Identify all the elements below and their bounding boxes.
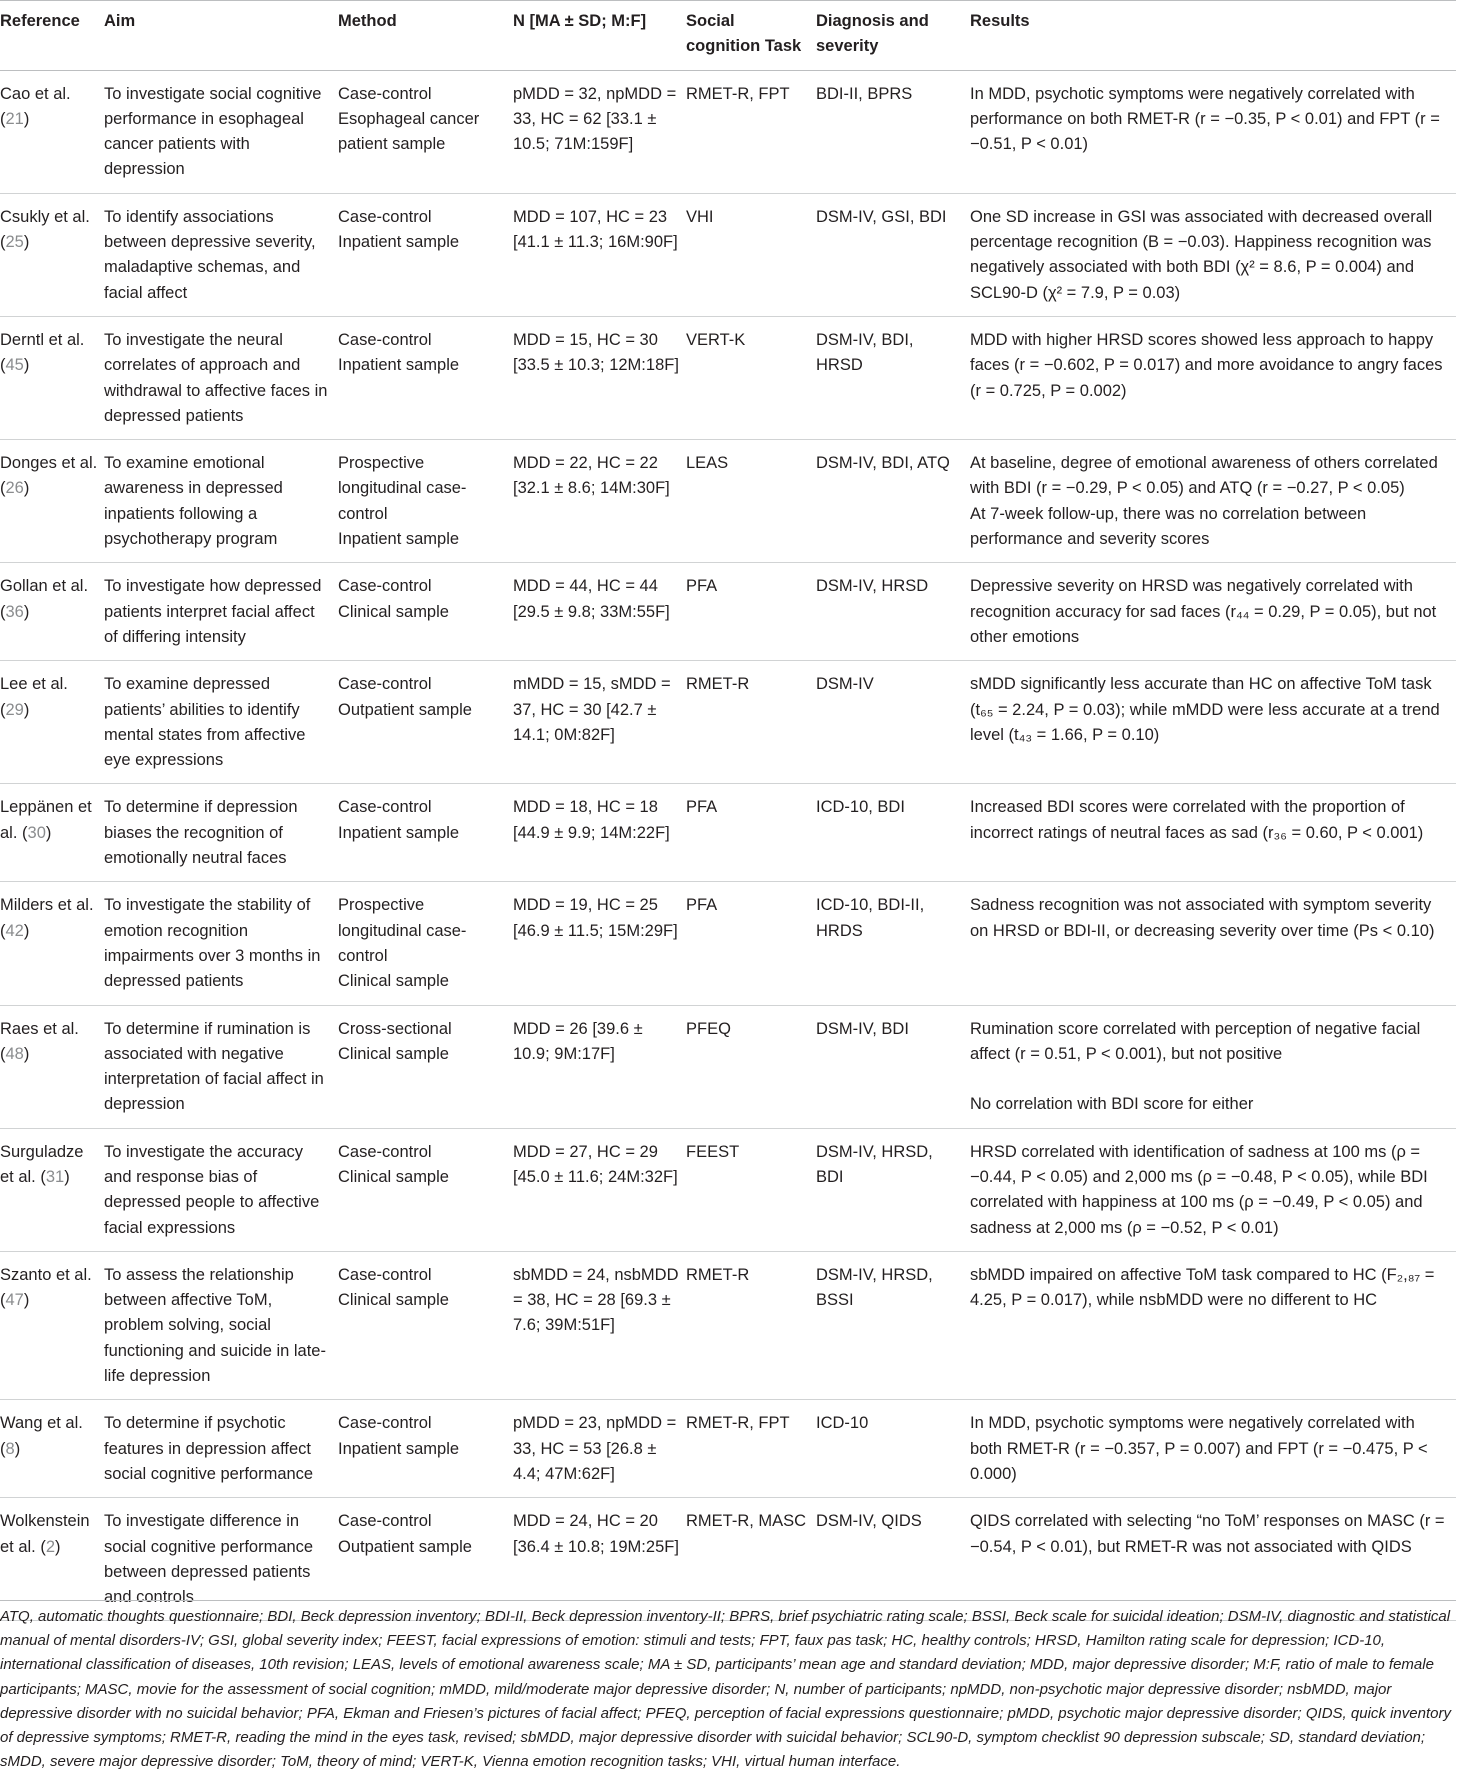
reference-name: Szanto et al. ( (0, 1265, 92, 1310)
task-text: RMET-R, FPT (686, 84, 790, 103)
reference-close: ) (23, 602, 30, 621)
results-text: Sadness recognition was not associated with symptom severity on HRSD or BDI-II, or decreasing severity over time (Ps < 0.10) (970, 896, 1435, 940)
n-text: pMDD = 32, npMDD = 33, HC = 62 [33.1 ± 10.5; 71M:159F] (513, 84, 677, 154)
aim-text: To determine if rumination is associated with negative interpretation of facial affect in depression (104, 1019, 324, 1114)
n-text: MDD = 44, HC = 44 [29.5 ± 9.8; 33M:55F] (513, 577, 670, 621)
cell-aim (104, 1400, 338, 1498)
diagnosis-text: ICD-10, BDI (816, 798, 905, 817)
cell-task (686, 882, 816, 1005)
cell-method (338, 70, 513, 193)
n-text: mMDD = 15, sMDD = 37, HC = 30 [42.7 ± 14.1; 0M:82F] (513, 675, 671, 744)
cell-results (970, 1400, 1456, 1498)
n-text: MDD = 24, HC = 20 [36.4 ± 10.8; 19M:25F] (513, 1512, 679, 1556)
task-text: FEEST (686, 1142, 740, 1161)
reference-close: ) (23, 233, 30, 252)
cell-task (686, 1251, 816, 1399)
cell-reference (0, 1400, 104, 1498)
reference-close: ) (14, 1439, 21, 1458)
cell-aim (104, 563, 338, 661)
aim-text: To identify associations between depressive severity, maladaptive schemas, and facial affect (104, 207, 316, 302)
method-text: Case-control Clinical sample (338, 1142, 449, 1186)
cell-method (338, 563, 513, 661)
method-text: Case-control Outpatient sample (338, 1512, 472, 1556)
citation-link[interactable]: 8 (5, 1439, 15, 1458)
cell-results (970, 1005, 1456, 1128)
task-text: RMET-R (686, 1265, 750, 1284)
method-text: Case-control Inpatient sample (338, 330, 460, 375)
method-text: Case-control Clinical sample (338, 1265, 449, 1310)
cell-method (338, 1128, 513, 1251)
header-method: Method (338, 1, 513, 71)
aim-text: To examine depressed patients’ abilities to identify mental states from affective eye expressions (104, 675, 306, 770)
results-text: In MDD, psychotic symptoms were negatively correlated with performance on both RMET-R (r = −0.35, P < 0.01) and FPT (r = −0.51, P < 0.01) (970, 84, 1440, 154)
method-text: Prospective longitudinal case-control Inpatient sample (338, 454, 467, 549)
reference-close: ) (23, 921, 30, 940)
reference-name: Leppänen et al. ( (0, 798, 92, 842)
cell-n (513, 316, 686, 439)
diagnosis-text: BDI-II, BPRS (816, 84, 913, 103)
cell-method (338, 440, 513, 563)
cell-n (513, 1251, 686, 1399)
reference-close: ) (55, 1537, 61, 1556)
diagnosis-text: DSM-IV, BDI (816, 1019, 909, 1038)
table-row (0, 440, 1456, 563)
citation-link[interactable]: 36 (5, 602, 24, 621)
n-text: MDD = 19, HC = 25 [46.9 ± 11.5; 15M:29F] (513, 896, 678, 940)
n-text: MDD = 18, HC = 18 [44.9 ± 9.9; 14M:22F] (513, 798, 670, 842)
cell-aim (104, 1128, 338, 1251)
method-text: Cross-sectional Clinical sample (338, 1019, 452, 1063)
method-text: Case-control Inpatient sample (338, 1414, 460, 1458)
table-body (0, 70, 1456, 1621)
cell-aim (104, 661, 338, 784)
task-text: RMET-R, FPT (686, 1414, 790, 1433)
cell-diagnosis (816, 661, 970, 784)
results-text: sbMDD impaired on affective ToM task compared to HC (F₂,₈₇ = 4.25, P = 0.017), while nsbMDD were no different to HC (970, 1265, 1435, 1310)
cell-reference (0, 784, 104, 882)
header-results: Results (970, 1, 1456, 71)
cell-results (970, 316, 1456, 439)
diagnosis-text: DSM-IV, HRSD, BDI (816, 1142, 933, 1186)
results-text: In MDD, psychotic symptoms were negatively correlated with both RMET-R (r = −0.357, P = 0.007) and FPT (r = −0.475, P < 0.000) (970, 1414, 1428, 1483)
cell-reference (0, 1251, 104, 1399)
table-row (0, 70, 1456, 193)
cell-results (970, 882, 1456, 1005)
cell-results (970, 563, 1456, 661)
cell-results (970, 70, 1456, 193)
aim-text: To investigate the accuracy and response bias of depressed people to affective facial expressions (104, 1142, 320, 1237)
table-row (0, 193, 1456, 316)
aim-text: To investigate the neural correlates of approach and withdrawal to affective faces in depressed patients (104, 330, 328, 425)
cell-task (686, 440, 816, 563)
task-text: RMET-R, MASC (686, 1512, 807, 1531)
results-text: QIDS correlated with selecting “no ToM’ responses on MASC (r = −0.54, P < 0.01), but RMET-R was not associated with QIDS (970, 1512, 1445, 1556)
citation-link[interactable]: 30 (27, 823, 46, 842)
diagnosis-text: DSM-IV, QIDS (816, 1512, 922, 1531)
cell-diagnosis (816, 784, 970, 882)
method-text: Prospective longitudinal case-control Clinical sample (338, 896, 467, 991)
cell-reference (0, 1005, 104, 1128)
task-text: PFA (686, 896, 718, 915)
table-row (0, 1128, 1456, 1251)
table-row (0, 563, 1456, 661)
table-row (0, 316, 1456, 439)
table-row (0, 1251, 1456, 1399)
cell-results (970, 784, 1456, 882)
diagnosis-text: DSM-IV, GSI, BDI (816, 207, 947, 226)
method-text: Case-control Inpatient sample (338, 798, 460, 842)
aim-text: To examine emotional awareness in depressed inpatients following a psychotherapy program (104, 454, 283, 549)
citation-link[interactable]: 48 (5, 1044, 24, 1063)
cell-diagnosis (816, 1400, 970, 1498)
cell-aim (104, 193, 338, 316)
reference-close: ) (23, 1044, 30, 1063)
diagnosis-text: ICD-10 (816, 1414, 869, 1433)
cell-results (970, 1128, 1456, 1251)
cell-task (686, 784, 816, 882)
cell-diagnosis (816, 1005, 970, 1128)
reference-name: Wang et al. ( (0, 1414, 83, 1458)
header-n: N [MA ± SD; M:F] (513, 1, 686, 71)
method-text: Case-control Inpatient sample (338, 207, 460, 252)
citation-link[interactable]: 42 (5, 921, 24, 940)
cell-results (970, 1251, 1456, 1399)
cell-n (513, 784, 686, 882)
n-text: MDD = 27, HC = 29 [45.0 ± 11.6; 24M:32F] (513, 1142, 678, 1186)
cell-diagnosis (816, 563, 970, 661)
reference-close: ) (45, 823, 52, 842)
task-text: RMET-R (686, 675, 750, 694)
n-text: MDD = 107, HC = 23 [41.1 ± 11.3; 16M:90F] (513, 207, 678, 252)
reference-close: ) (23, 1291, 30, 1310)
task-text: VERT-K (686, 330, 746, 349)
cell-n (513, 1005, 686, 1128)
cell-method (338, 1005, 513, 1128)
cell-diagnosis (816, 70, 970, 193)
cell-diagnosis (816, 1251, 970, 1399)
cell-task (686, 1005, 816, 1128)
results-text: At baseline, degree of emotional awareness of others correlated with BDI (r = −0.29, P < 0.05) and ATQ (r = −0.27, P < 0.05) At 7-week follow-up, there was no correlation between performance and severity scores (970, 454, 1438, 549)
method-text: Case-control Clinical sample (338, 577, 449, 621)
citation-link[interactable]: 21 (5, 109, 24, 128)
cell-task (686, 193, 816, 316)
cell-n (513, 1400, 686, 1498)
cell-n (513, 563, 686, 661)
cell-task (686, 70, 816, 193)
diagnosis-text: ICD-10, BDI-II, HRDS (816, 896, 925, 940)
reference-name: Lee et al. ( (0, 675, 68, 719)
aim-text: To investigate social cognitive performance in esophageal cancer patients with depression (104, 84, 322, 179)
cell-method (338, 1400, 513, 1498)
aim-text: To investigate how depressed patients interpret facial affect of differing intensity (104, 577, 322, 646)
cell-n (513, 193, 686, 316)
cell-diagnosis (816, 440, 970, 563)
reference-name: Raes et al. ( (0, 1019, 79, 1063)
n-text: MDD = 26 [39.6 ± 10.9; 9M:17F] (513, 1019, 643, 1063)
header-reference: Reference (0, 1, 104, 71)
table-row (0, 1400, 1456, 1498)
n-text: sbMDD = 24, nsbMDD = 38, HC = 28 [69.3 ± 7.6; 39M:51F] (513, 1265, 679, 1335)
cell-n (513, 1128, 686, 1251)
diagnosis-text: DSM-IV, BDI, ATQ (816, 454, 950, 473)
cell-aim (104, 882, 338, 1005)
cell-aim (104, 784, 338, 882)
reference-name: Milders et al. ( (0, 896, 94, 940)
cell-reference (0, 440, 104, 563)
diagnosis-text: DSM-IV (816, 675, 874, 694)
aim-text: To assess the relationship between affective ToM, problem solving, social functioning and suicide in late-life depression (104, 1265, 326, 1386)
citation-link[interactable]: 29 (5, 700, 24, 719)
task-text: PFEQ (686, 1019, 731, 1038)
results-text: Depressive severity on HRSD was negatively correlated with recognition accuracy for sad faces (r₄₄ = 0.29, P = 0.05), but not other emotions (970, 577, 1437, 646)
cell-task (686, 1128, 816, 1251)
cell-task (686, 563, 816, 661)
cell-method (338, 1251, 513, 1399)
cell-diagnosis (816, 316, 970, 439)
header-diagnosis: Diagnosis and severity (816, 1, 970, 71)
citation-link[interactable]: 45 (5, 356, 24, 375)
results-text: sMDD significantly less accurate than HC on affective ToM task (t₆₅ = 2.24, P = 0.03); while mMDD were less accurate at a trend level (t₄₃ = 1.66, P = 0.10) (970, 675, 1440, 744)
cell-results (970, 661, 1456, 784)
header-aim: Aim (104, 1, 338, 71)
cell-reference (0, 193, 104, 316)
header-row (0, 1, 1456, 71)
task-text: LEAS (686, 454, 729, 473)
cell-n (513, 440, 686, 563)
cell-diagnosis (816, 193, 970, 316)
cell-method (338, 193, 513, 316)
cell-aim (104, 1005, 338, 1128)
cell-reference (0, 70, 104, 193)
cell-results (970, 193, 1456, 316)
aim-text: To investigate difference in social cognitive performance between depressed patients and controls (104, 1512, 314, 1607)
aim-text: To determine if psychotic features in depression affect social cognitive performance (104, 1414, 314, 1483)
reference-name: Cao et al. ( (0, 84, 71, 128)
cell-reference (0, 882, 104, 1005)
cell-task (686, 1400, 816, 1498)
task-text: VHI (686, 207, 714, 226)
aim-text: To determine if depression biases the recognition of emotionally neutral faces (104, 798, 298, 868)
reference-name: Donges et al. ( (0, 454, 98, 498)
reference-name: Derntl et al. ( (0, 330, 85, 375)
cell-aim (104, 316, 338, 439)
reference-close: ) (23, 700, 30, 719)
cell-method (338, 661, 513, 784)
cell-diagnosis (816, 882, 970, 1005)
cell-reference (0, 661, 104, 784)
results-text: HRSD correlated with identification of sadness at 100 ms (ρ = −0.44, P < 0.05) and 2,000 ms (ρ = −0.48, P < 0.05), while BDI correlated with happiness at 100 ms (ρ = −0.49, P < 0.05) and sadness at 2,000 ms (ρ = −0.52, P < 0.01) (970, 1142, 1428, 1237)
cell-task (686, 316, 816, 439)
citation-link[interactable]: 47 (5, 1291, 24, 1310)
table-row (0, 661, 1456, 784)
diagnosis-text: DSM-IV, HRSD, BSSI (816, 1265, 933, 1310)
results-text: MDD with higher HRSD scores showed less approach to happy faces (r = −0.602, P = 0.017) and more avoidance to angry faces (r = 0.725, P = 0.002) (970, 330, 1443, 400)
cell-aim (104, 1251, 338, 1399)
table-row (0, 784, 1456, 882)
cell-method (338, 882, 513, 1005)
cell-reference (0, 316, 104, 439)
reference-close: ) (23, 479, 30, 498)
reference-name: Wolkenstein et al. ( (0, 1512, 90, 1556)
citation-link[interactable]: 2 (45, 1537, 56, 1556)
reference-name: Surguladze et al. ( (0, 1142, 84, 1186)
diagnosis-text: DSM-IV, HRSD (816, 577, 929, 596)
results-text: Rumination score correlated with perception of negative facial affect (r = 0.51, P < 0.001), but not positive No correlation with BDI score for either (970, 1019, 1421, 1114)
reference-name: Gollan et al. ( (0, 577, 89, 621)
table-row (0, 1005, 1456, 1128)
cell-n (513, 70, 686, 193)
method-text: Case-control Outpatient sample (338, 675, 472, 719)
reference-name: Csukly et al. ( (0, 207, 90, 252)
reference-close: ) (64, 1167, 70, 1186)
aim-text: To investigate the stability of emotion recognition impairments over 3 months in depressed patients (104, 896, 321, 991)
reference-close: ) (23, 356, 30, 375)
method-text: Case-control Esophageal cancer patient sample (338, 84, 480, 154)
header-task: Social cognition Task (686, 1, 816, 71)
results-text: One SD increase in GSI was associated with decreased overall percentage recognition (B = −0.03). Happiness recognition was negatively associated with both BDI (χ² = 8.6, P = 0.004) and SCL90-D (χ² = 7.9, P = 0.03) (970, 207, 1433, 302)
reference-close: ) (23, 109, 30, 128)
cell-method (338, 784, 513, 882)
citation-link[interactable]: 31 (45, 1167, 65, 1186)
cell-aim (104, 70, 338, 193)
table-row (0, 882, 1456, 1005)
cell-method (338, 316, 513, 439)
results-text: Increased BDI scores were correlated with the proportion of incorrect ratings of neutral faces as sad (r₃₆ = 0.60, P < 0.001) (970, 798, 1424, 842)
cell-results (970, 440, 1456, 563)
cell-aim (104, 440, 338, 563)
cell-task (686, 661, 816, 784)
table-header (0, 1, 1456, 71)
diagnosis-text: DSM-IV, BDI, HRSD (816, 330, 914, 375)
citation-link[interactable]: 25 (5, 233, 24, 252)
table-footnote: ATQ, automatic thoughts questionnaire; BDI, Beck depression inventory; BDI-II, Beck depression inventory-II; BPRS, brief psychiatric rating scale; BSSI, Beck scale for suicidal ideation; DSM-IV, diagnostic and statistical manual of mental disorders-IV; GSI, global severity index; FEEST, facial expressions of emotion: stimuli and tests; FPT, faux pas task; HC, healthy controls; HRSD, Hamilton rating scale for depression; ICD-10, international classification of diseases, 10th revision; LEAS, levels of emotional awareness scale; MA ± SD, participants’ mean age and standard deviation; MDD, major depressive disorder; M:F, ratio of male to female participants; MASC, movie for the assessment of social cognition; mMDD, mild/moderate major depressive disorder; N, number of participants; npMDD, non-psychotic major depressive disorder; nsbMDD, major depressive disorder with no suicidal behavior; PFA, Ekman and Friesen’s pictures of facial affect; PFEQ, perception of facial expressions questionnaire; pMDD, psychotic major depressive disorder; QIDS, quick inventory of depressive symptoms; RMET-R, reading the mind in the eyes task, revised; sbMDD, major depressive disorder with suicidal behavior; SCL90-D, symptom checklist 90 depression subscale; SD, standard deviation; sMDD, severe major depressive disorder; ToM, theory of mind; VERT-K, Vienna emotion recognition tasks; VHI, virtual human interface. (0, 1600, 1456, 1774)
n-text: MDD = 15, HC = 30 [33.5 ± 10.3; 12M:18F] (513, 330, 679, 375)
n-text: pMDD = 23, npMDD = 33, HC = 53 [26.8 ± 4.4; 47M:62F] (513, 1414, 677, 1483)
task-text: PFA (686, 798, 718, 817)
cell-diagnosis (816, 1128, 970, 1251)
task-text: PFA (686, 577, 718, 596)
cell-n (513, 882, 686, 1005)
n-text: MDD = 22, HC = 22 [32.1 ± 8.6; 14M:30F] (513, 454, 670, 498)
cell-reference (0, 563, 104, 661)
cell-reference (0, 1128, 104, 1251)
cell-n (513, 661, 686, 784)
citation-link[interactable]: 26 (5, 479, 24, 498)
